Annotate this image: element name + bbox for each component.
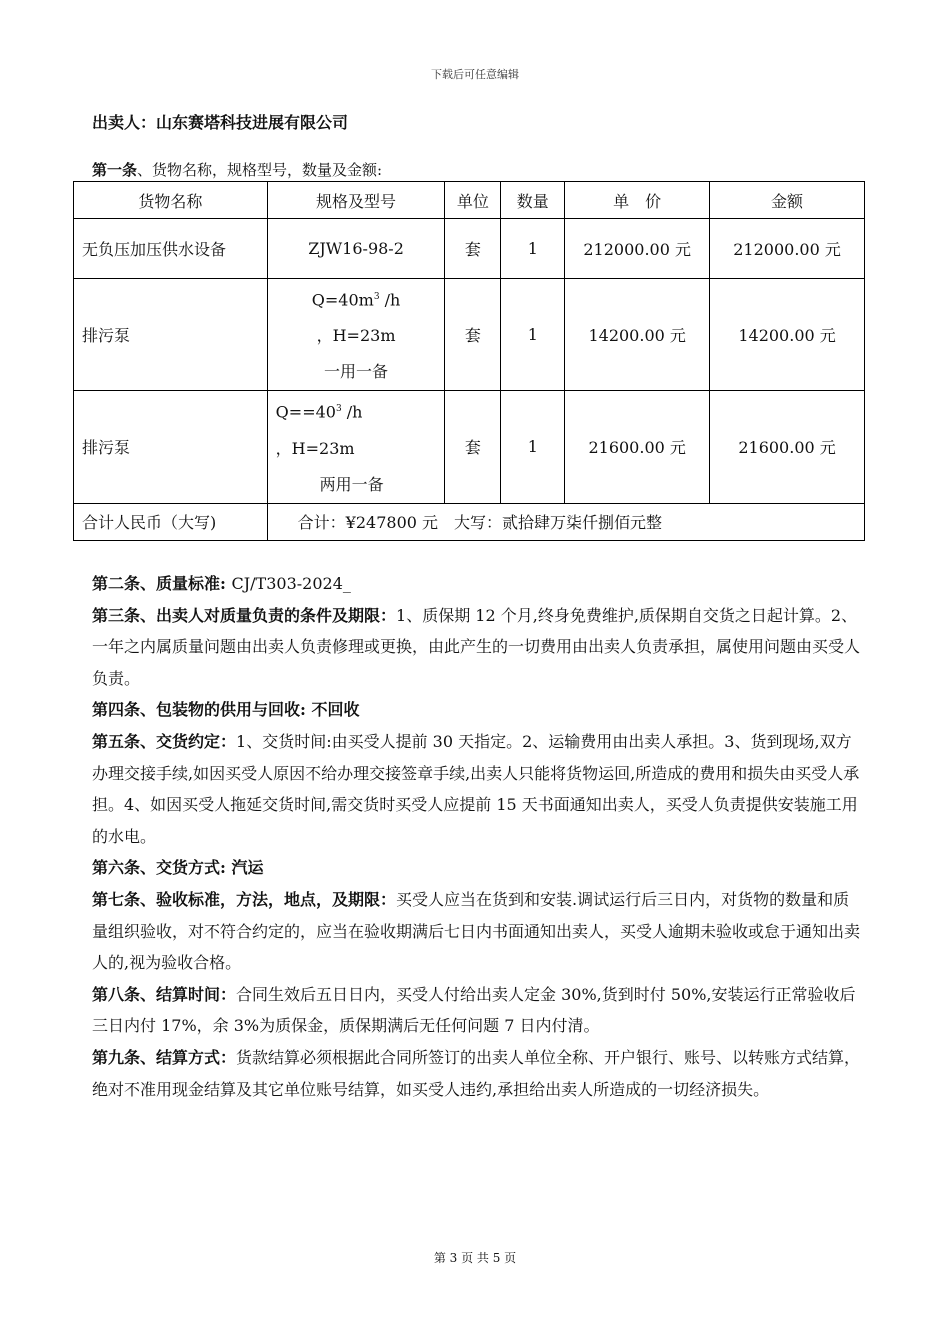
article-8: [92, 979, 862, 1042]
article-7: [92, 884, 862, 979]
article-1-text: 、货物名称，规格型号，数量及金额:: [137, 161, 383, 179]
header-name: 货物名称: [74, 182, 268, 219]
spec-line: 一用一备: [324, 362, 389, 382]
cell-qty: 1: [501, 279, 565, 391]
article-label: 第三条、出卖人对质量负责的条件及期限：: [92, 605, 397, 625]
cell-price: 21600.00 元: [565, 391, 710, 503]
spec-sup: 3: [335, 404, 342, 415]
article-1: [92, 159, 382, 180]
article-1-label: 第一条: [92, 161, 138, 179]
article-text: 货款结算必须根据此合同所签订的出卖人单位全称、开户银行、账号、以转账方式结算，绝对不准用现金结算及其它单位账号结算，如买受人违约,承担给出卖人所造成的一切经济损失。: [92, 1047, 861, 1099]
goods-table: [73, 181, 865, 541]
spec-flow: Q=40m: [311, 290, 374, 310]
spec-unit: /h: [379, 290, 401, 310]
article-2: [92, 568, 862, 600]
table-total-row: [74, 503, 865, 540]
article-text: 买受人应当在货到和安装.调试运行后三日内，对货物的数量和质量组织验收，对不符合约定的，应当在验收期满后七日内书面通知出卖人，买受人逾期未验收或怠于通知出卖人的,视为验收合格。: [92, 889, 861, 973]
total-value: 合计：¥247800 元 大写：贰拾肆万柒仟捌佰元整: [267, 503, 864, 540]
article-label: 第四条、包装物的供用与回收: 不回收: [92, 700, 360, 720]
spec-unit: /h: [341, 402, 363, 422]
article-label: 第九条、结算方式：: [92, 1047, 237, 1067]
article-label: 第二条、质量标准:: [92, 574, 232, 593]
cell-price: 212000.00 元: [565, 219, 710, 279]
article-text: 合同生效后五日日内，买受人付给出卖人定金 30%,货到时付 50%,安装运行正常验收后三日内付 17%，余 3%为质保金，质保期满后无任何问题 7 日内付清。: [92, 984, 856, 1036]
header-amount: 金额: [710, 182, 865, 219]
cell-unit: 套: [445, 219, 501, 279]
spec-line: [268, 279, 445, 318]
total-label: 合计人民币（大写): [74, 503, 268, 540]
article-3: [92, 600, 862, 695]
spec-line: ，H=23m: [275, 438, 355, 458]
article-text: 1、交货时间:由买受人提前 30 天指定。2、运输费用由出卖人承担。3、货到现场,双方办理交接手续,如因买受人原因不给办理交接签章手续,出卖人只能将货物运回,所造成的费用和损失由买受人承担。4、如因买受人拖延交货时间,需交货时买受人应提前 15 天书面通知出卖人，买受人负责提供安装施工用的水电。: [92, 731, 860, 846]
table-row: [74, 391, 865, 503]
spec-line: ，H=23m: [316, 326, 396, 346]
cell-name: 排污泵: [74, 279, 268, 391]
article-text: 1、质保期 12 个月,终身免费维护,质保期自交货之日起计算。2、一年之内属质量问题由出卖人负责修理或更换，由此产生的一切费用由出卖人负责承担，属使用问题由买受人负责。: [92, 605, 861, 688]
article-6: [92, 852, 862, 884]
header-price: 单 价: [565, 182, 710, 219]
spec-line: [276, 391, 445, 430]
cell-name: 无负压加压供水设备: [74, 219, 268, 279]
cell-qty: 1: [501, 219, 565, 279]
header-qty: 数量: [501, 182, 565, 219]
cell-qty: 1: [501, 391, 565, 503]
article-9: [92, 1042, 862, 1105]
article-label: 第五条、交货约定：: [92, 731, 237, 751]
cell-amount: 14200.00 元: [710, 279, 865, 391]
spec-sup: 3: [373, 292, 380, 302]
table-row: [74, 219, 865, 279]
contract-articles: [92, 568, 862, 1105]
cell-name: 排污泵: [74, 391, 268, 503]
seller-line: 出卖人：山东赛塔科技进展有限公司: [92, 113, 349, 132]
header-spec: 规格及型号: [267, 182, 445, 219]
spec-flow: Q==40: [275, 402, 336, 422]
table-header-row: [74, 182, 865, 219]
header-unit: 单位: [445, 182, 501, 219]
cell-unit: 套: [445, 391, 501, 503]
article-label: 第八条、结算时间：: [92, 984, 237, 1004]
cell-spec: [267, 391, 445, 503]
article-5: [92, 726, 862, 852]
spec-line: 两用一备: [319, 474, 384, 494]
cell-amount: 21600.00 元: [710, 391, 865, 503]
cell-unit: 套: [445, 279, 501, 391]
article-label: 第七条、验收标准，方法，地点，及期限：: [92, 889, 397, 909]
page-header: 下载后可任意编辑: [431, 68, 519, 81]
cell-price: 14200.00 元: [565, 279, 710, 391]
article-label: 第六条、交货方式: 汽运: [92, 858, 264, 878]
table-row: [74, 279, 865, 391]
cell-spec: [267, 279, 445, 391]
page-footer: 第 3 页 共 5 页: [433, 1251, 517, 1265]
cell-amount: 212000.00 元: [710, 219, 865, 279]
cell-spec: ZJW16-98-2: [267, 219, 445, 279]
article-4: [92, 694, 862, 726]
article-text: CJ/T303-2024_: [231, 574, 351, 593]
